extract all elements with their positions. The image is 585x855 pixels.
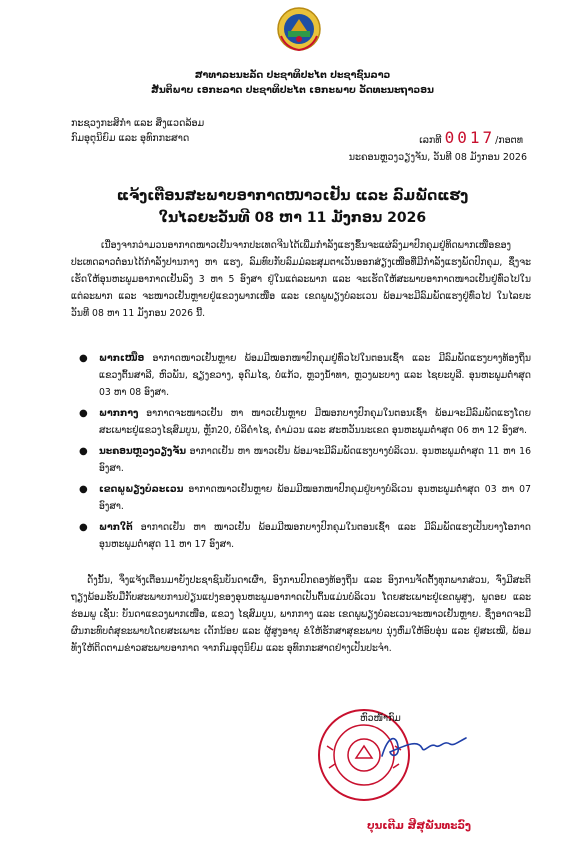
bullet-icon: ●	[79, 484, 88, 495]
region-forecast: ອາກາດໜາວເຢັນຫຼາຍ ພ້ອມມີໝອກໜາປົກຄຸມຢູ່ບາງບໍລິເວນ ອຸນຫະພູມຕໍ່າສຸດ 03 ຫາ 07 ອົງສາ.	[99, 484, 531, 512]
department-name: ກົມອຸຕຸນິຍົມ ແລະ ອຸທົກກະສາດ	[71, 133, 190, 144]
region-forecast: ອາກາດເຢັນ ຫາ ໜາວເຢັນ ພ້ອມມີໝອກບາງປົກຄຸມໃນຕອນເຊົ້າ ແລະ ມີລົມພັດແຮງເປັນບາງໂອກາດ ອຸນຫະພູມຕໍ່າສຸດ 11 ຫາ 17 ອົງສາ.	[99, 522, 531, 550]
list-item	[71, 481, 531, 515]
region-name: ພາກກາງ	[99, 408, 139, 419]
region-forecast: ອາກາດໜາວເຢັນຫຼາຍ ພ້ອມມີໝອກໜາປົກຄຸມຢູ່ທົ່ວໄປໃນຕອນເຊົ້າ ແລະ ມີລົມພັດແຮງບາງທ້ອງຖິ່ນແຂວງຕົ້ນສາລີ, ຫົວພັນ, ຊຽງຂວາງ, ອຸດົມໄຊ, ບໍ່ແກ້ວ, ຫຼວງນໍ້າທາ, ຫຼວງພະບາງ ແລະ ໄຊຍະບູລີ. ອຸນຫະພູມຕໍ່າສຸດ 03 ຫາ 08 ອົງສາ.	[99, 353, 531, 398]
region-name: ນະຄອນຫຼວງວຽງຈັນ	[99, 446, 187, 457]
bullet-icon: ●	[79, 353, 88, 364]
signatory-name: ບຸນເຕີມ ສີສຸພັນທະວົງ	[367, 820, 471, 832]
national-emblem-icon	[276, 6, 322, 52]
intro-paragraph: ເນື່ອງຈາກວ່າມວນອາກາດໜາວເຢັນຈາກປະເທດຈີນໄດ້ເພີ່ມກຳລັງແຮງຂຶ້ນຈະແຜ່ລົງມາປົກຄຸມຢູ່ທິດພາກເໜືອຂອງປະເທດລາວຕໍ່ອນໄດ້ກຳລັງປານກາງ ຫາ ແຮງ, ລົມທົບກັບລົມມໍລະສຸມຕາເວັນອອກສ່ຽງເໜືອທີ່ມີກຳລັງແຮງພັດປົກຄຸມ, ຊຶ່ງຈະເຮັດໃຫ້ອຸນຫະພູມອາກາດເຢັນລົງ 3 ຫາ 5 ອົງສາ ຢູ່ໃນແຕ່ລະພາກ ແລະ ຈະເຮັດໃຫ້ສະພາບອາກາດໜາວເຢັນຢູ່ທົ່ວໄປໃນແຕ່ລະພາກ ແລະ ຈະໜາວເຢັນຫຼາຍຢູ່ແຂວງພາກເໜືອ ແລະ ເຂດພູພຽງບໍລະເວນ ພ້ອມຈະມີລົມພັດແຮງຢູ່ທົ່ວໄປ ໃນໄລຍະວັນທີ 08 ຫາ 11 ມັງກອນ 2026 ນີ້.	[71, 240, 531, 319]
region-forecast: ອາກາດຈະໜາວເຢັນ ຫາ ໜາວເຢັນຫຼາຍ ມີໝອກບາງປົກຄຸມໃນຕອນເຊົ້າ ພ້ອມຈະມີລົມພັດແຮງໂດຍສະເພາະຢູ່ແຂວງໄຊສົມບູນ, ຫຼັກ20, ບໍລິຄຳໄຊ, ຄຳມ່ວນ ແລະ ສະຫວັນນະເຂດ ອຸນຫະພູມຕໍ່າສຸດ 06 ຫາ 12 ອົງສາ.	[99, 408, 531, 436]
region-name: ພາກໃຕ້	[99, 522, 133, 533]
reference-suffix: /ກອຕທ	[495, 135, 523, 146]
place-and-date: ນະຄອນຫຼວງວຽງຈັນ, ວັນທີ 08 ມັງກອນ 2026	[348, 152, 527, 163]
state-title: ສາທາລະນະລັດ ປະຊາທິປະໄຕ ປະຊາຊົນລາວ	[194, 70, 391, 81]
ministry-name: ກະຊວງກະສິກຳ ແລະ ສິ່ງແວດລ້ອມ	[71, 118, 205, 129]
document-subtitle: ໃນໄລຍະວັນທີ 08 ຫາ 11 ມັງກອນ 2026	[158, 210, 427, 226]
closing-paragraph: ດັ່ງນັ້ນ, ຈຶ່ງແຈ້ງເຕືອນມາຍັງປະຊາຊົນບັນດາເຜົ່າ, ອົງການປົກຄອງທ້ອງຖິ່ນ ແລະ ອົງການຈັດຕັ້ງທຸກພາກສ່ວນ, ຈົ່ງມີສະຕິຖຽງພ້ອມຮັບມືກັບສະພາບການປ່ຽນແປງຂອງອຸນຫະພູມອາກາດເປັນຕົ້ນແມ່ນບໍລິເວນ ໂດຍສະເພາະຢູ່ເຂດພູສູງ, ພູດອຍ ແລະ ຮ່ອມພູ ເຊັ່ນ: ບັນດາແຂວງພາກເໜືອ, ແຂວງ ໄຊສົມບູນ, ພາກກາງ ແລະ ເຂດພູພຽງບໍລະເວນຈະໜາວເຢັນຫຼາຍ. ຊຶ່ງອາດຈະມີຜົນກະທົບຕໍ່ສຸຂະພາບໂດຍສະເພາະ ເດັກນ້ອຍ ແລະ ຜູ້ສູງອາຍຸ ຂໍໃຫ້ຮັກສາສຸຂະພາບ ນຸ່ງຫົ່ມໃຫ້ອົບອຸ່ນ ແລະ ຢູ່ສະເໝີ, ພ້ອມທັງໃຫ້ຕິດຕາມຂ່າວສະພາບອາກາດ ຈາກກົມອຸຕຸນິຍົມ ແລະ ອຸທົກກະສາດຢ່າງເປັນປະຈຳ.	[71, 575, 531, 654]
bullet-icon: ●	[79, 522, 88, 533]
bullet-icon: ●	[79, 408, 88, 419]
list-item	[71, 405, 531, 439]
region-name: ເຂດພູພຽງບໍລະເວນ	[99, 484, 184, 495]
signatory-title: ຫົວໜ້າກົມ	[360, 713, 401, 724]
region-forecast: ອາກາດເຢັນ ຫາ ໜາວເຢັນ ພ້ອມຈະມີລົມພັດແຮງບາງບໍລິເວນ. ອຸນຫະພູມຕໍ່າສຸດ 11 ຫາ 16 ອົງສາ.	[99, 446, 531, 474]
list-item	[71, 519, 531, 553]
list-item	[71, 350, 531, 401]
reference-number	[419, 128, 523, 147]
signature-icon	[378, 726, 470, 764]
reference-stamp-number: 0017	[444, 128, 496, 147]
reference-label: ເລກທີ	[419, 135, 442, 146]
bullet-icon: ●	[79, 446, 88, 457]
document-title: ແຈ້ງເຕືອນສະພາບອາກາດໜາວເຢັນ ແລະ ລົມພັດແຮງ	[116, 188, 469, 204]
region-forecast-list	[71, 350, 531, 557]
state-motto: ສັນຕິພາບ ເອກະລາດ ປະຊາທິປະໄຕ ເອກະພາບ ວັດທະນະຖາວອນ	[151, 85, 434, 96]
region-name: ພາກເໜືອ	[99, 353, 145, 364]
list-item	[71, 443, 531, 477]
